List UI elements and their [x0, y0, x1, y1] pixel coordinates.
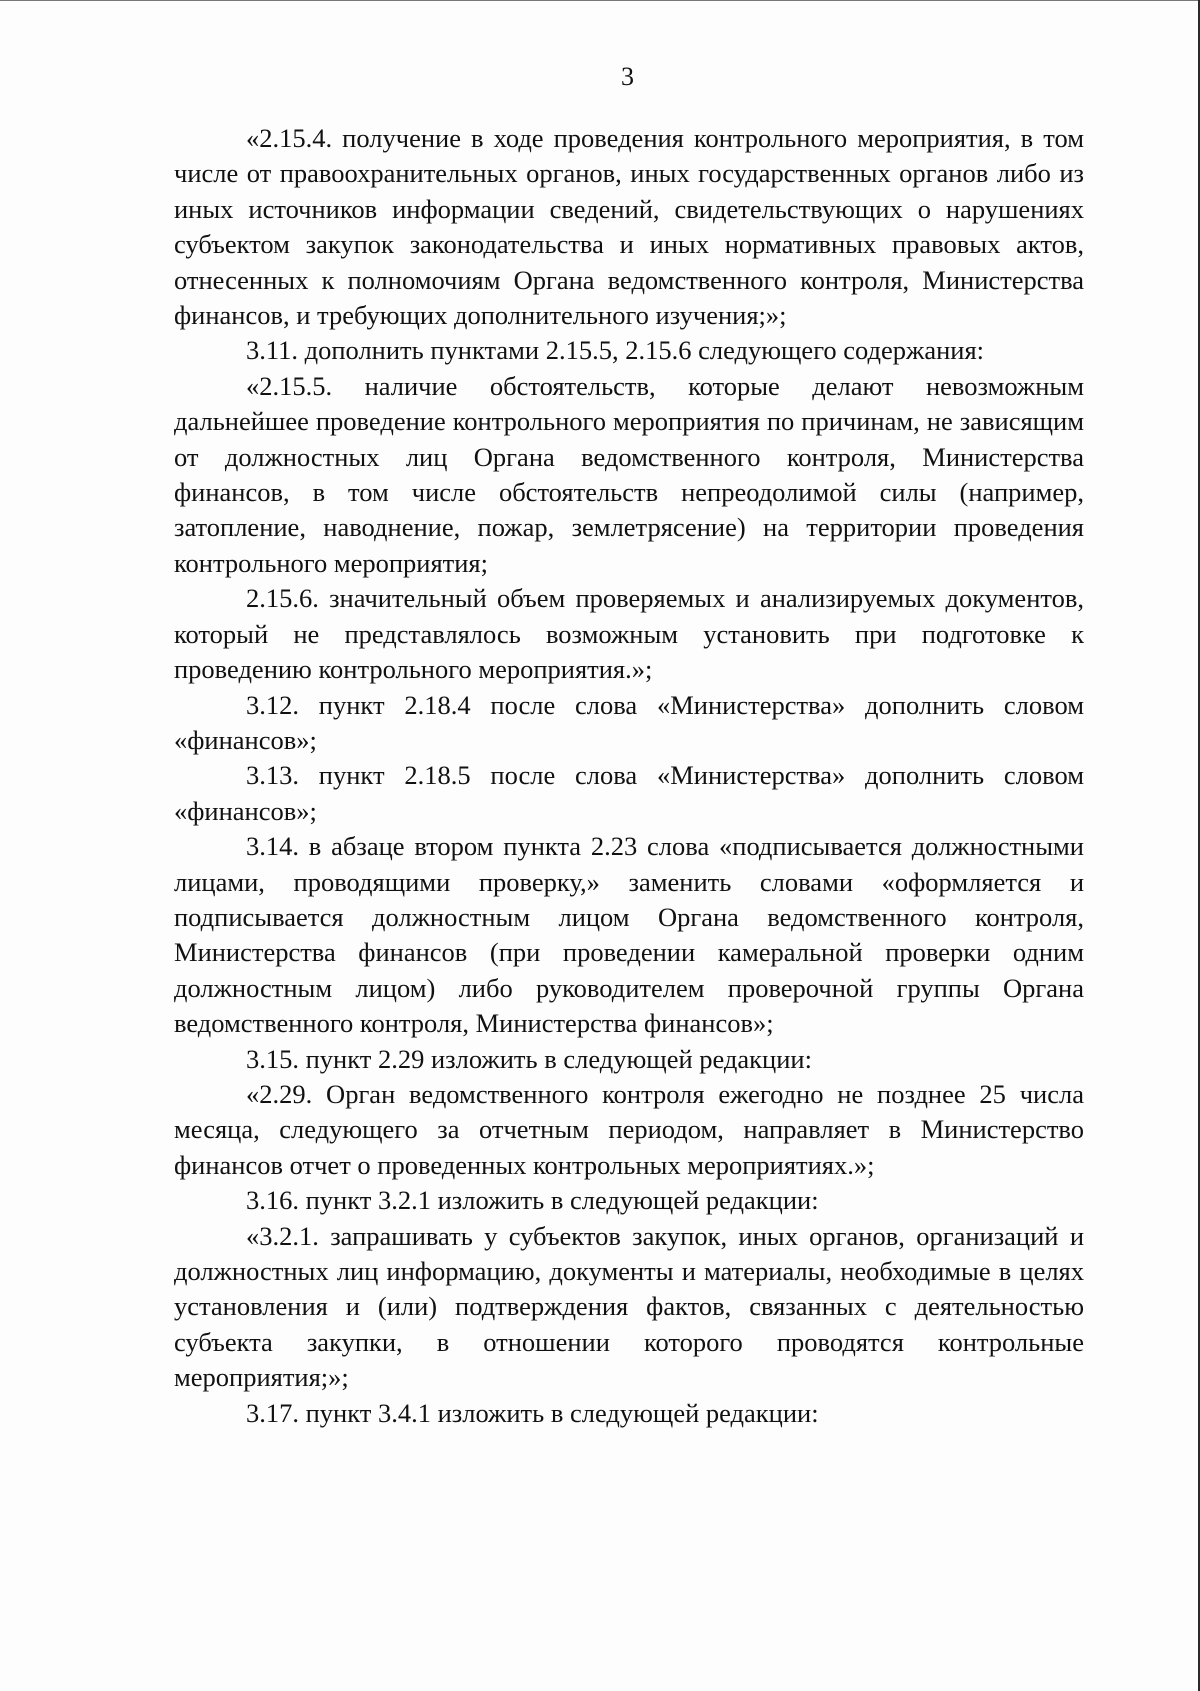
- paragraph-2-15-4: «2.15.4. получение в ходе проведения контрольного мероприятия, в том числе от правоохранительных органов, иных государственных органов либо из иных источников информации сведений, свидетельствующих о нарушениях субъектом закупок законодательства и иных нормативных правовых актов, отнесенных к полномочиям Органа ведомственного контроля, Министерства финансов, и требующих дополнительного изучения;»;: [174, 123, 1084, 331]
- paragraph-2-15-6: 2.15.6. значительный объем проверяемых и анализируемых документов, который не представлялось возможным установить при подготовке к проведению контрольного мероприятия.»;: [174, 583, 1084, 685]
- paragraph-3-13: 3.13. пункт 2.18.5 после слова «Министерства» дополнить словом «финансов»;: [174, 760, 1084, 826]
- paragraph-3-12: 3.12. пункт 2.18.4 после слова «Министерства» дополнить словом «финансов»;: [174, 689, 1084, 755]
- paragraph-3-2-1: «3.2.1. запрашивать у субъектов закупок, иных органов, организаций и должностных лиц информацию, документы и материалы, необходимые в целях установления и (или) подтверждения фактов, связанных с деятельностью субъекта закупки, в отношении которого проводятся контрольные мероприятия;»;: [174, 1220, 1084, 1393]
- paragraph-3-15: 3.15. пункт 2.29 изложить в следующей редакции:: [246, 1043, 812, 1074]
- paragraph-3-11: 3.11. дополнить пунктами 2.15.5, 2.15.6 следующего содержания:: [246, 335, 985, 366]
- page-number: 3: [621, 62, 634, 91]
- scan-edge-top: [0, 0, 1200, 1]
- document-body: [174, 121, 1084, 1431]
- paragraph-2-29: «2.29. Орган ведомственного контроля ежегодно не позднее 25 числа месяца, следующего за отчетным периодом, направляет в Министерство финансов отчет о проведенных контрольных мероприятиях.»;: [174, 1078, 1084, 1180]
- paragraph-3-17: 3.17. пункт 3.4.1 изложить в следующей редакции:: [246, 1397, 819, 1428]
- paragraph-3-16: 3.16. пункт 3.2.1 изложить в следующей редакции:: [246, 1185, 819, 1216]
- paragraph-3-14: 3.14. в абзаце втором пункта 2.23 слова «подписывается должностными лицами, проводящими проверку,» заменить словами «оформляется и подписывается должностным лицом Органа ведомственного контроля, Министерства финансов (при проведении камеральной проверки одним должностным лицом) либо руководителем проверочной группы Органа ведомственного контроля, Министерства финансов»;: [174, 831, 1084, 1039]
- paragraph-2-15-5: «2.15.5. наличие обстоятельств, которые делают невозможным дальнейшее проведение контрольного мероприятия по причинам, не зависящим от должностных лиц Органа ведомственного контроля, Министерства финансов, в том числе обстоятельств непреодолимой силы (например, затопление, наводнение, пожар, землетрясение) на территории проведения контрольного мероприятия;: [174, 370, 1084, 578]
